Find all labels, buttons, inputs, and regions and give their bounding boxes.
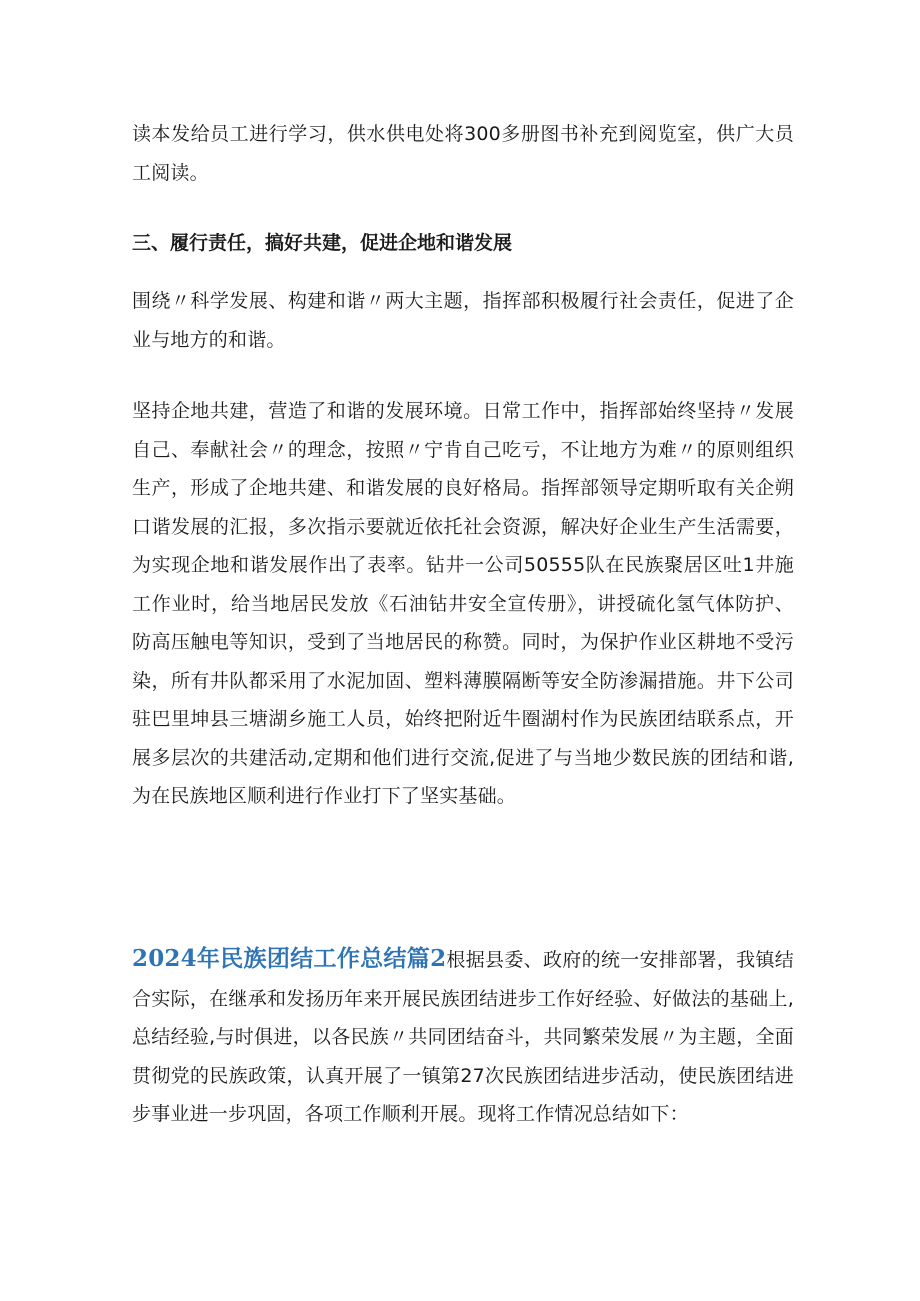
- paragraph-body: 坚持企地共建，营造了和谐的发展环境。日常工作中，指挥部始终坚持〃发展自己、奉献社会〃的理念，按照〃宁肯自己吃亏，不让地方为难〃的原则组织生产，形成了企地共建、和谐发展的良好格局。指挥部领导定期听取有关企朔口谐发展的汇报，多次指示要就近依托社会资源，解决好企业生产生活需要，为实现企地和谐发展作出了表率。钻井一公司50555队在民族聚居区吐1井施工作业时，给当地居民发放《石油钻井安全宣传册》，讲授硫化氢气体防护、防高压触电等知识，受到了当地居民的称赞。同时，为保护作业区耕地不受污染，所有井队都采用了水泥加固、塑料薄膜隔断等安全防渗漏措施。井下公司驻巴里坤县三塘湖乡施工人员，始终把附近牛圈湖村作为民族团结联系点，开展多层次的共建活动,定期和他们进行交流,促进了与当地少数民族的团结和谐,为在民族地区顺利进行作业打下了坚实基础。: [132, 400, 794, 807]
- paragraph-continuation: 读本发给员工进行学习，供水供电处将300多册图书补充到阅览室，供广大员工阅读。: [132, 123, 794, 184]
- article-2-body: 根据县委、政府的统一安排部署，我镇结合实际，在继承和发扬历年来开展民族团结进步工作好经验、好做法的基础上,总结经验,与时俱进，以各民族〃共同团结奋斗，共同繁荣发展〃为主题，全面贯彻党的民族政策，认真开展了一镇第27次民族团结进步活动，使民族团结进步事业进一步巩固，各项工作顺利开展。现将工作情况总结如下：: [132, 949, 794, 1125]
- article-2-title: 2024年民族团结工作总结篇2: [132, 945, 447, 972]
- article-2-paragraph: [132, 940, 794, 1134]
- section-heading: 三、履行责任，搞好共建，促进企地和谐发展: [132, 232, 513, 254]
- paragraph-intro: 围绕〃科学发展、构建和谐〃两大主题，指挥部积极履行社会责任，促进了企业与地方的和谐。: [132, 290, 794, 351]
